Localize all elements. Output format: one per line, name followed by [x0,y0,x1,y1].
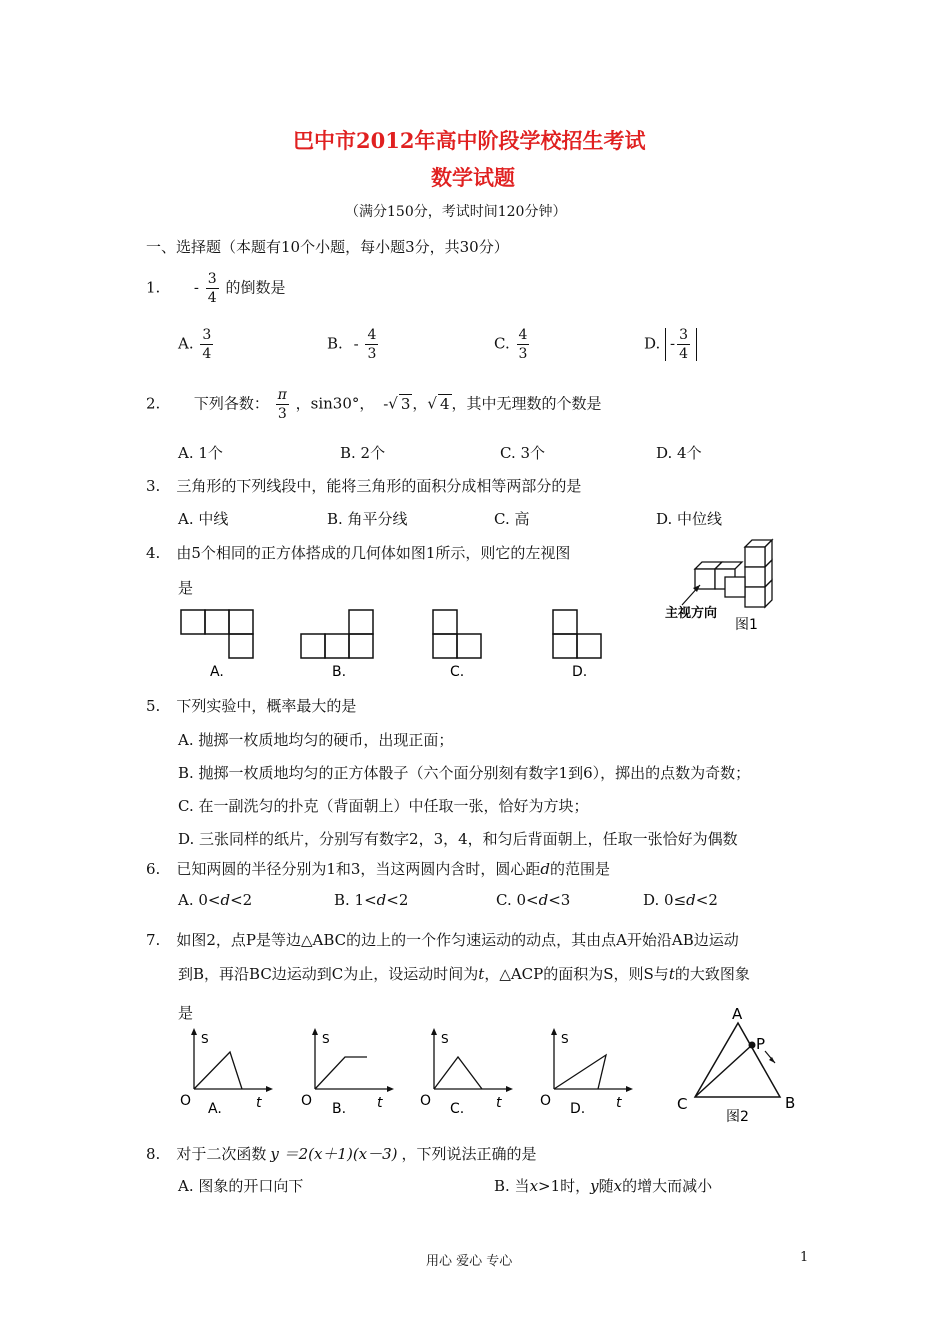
option-b-label: B. [332,1101,347,1117]
q7-options-figure [170,1025,640,1125]
option-c-label: C. [450,664,465,680]
question-7-cont: 到B，再沿BC边运动到C为止，设运动时间为t，△ACP的面积为S，则S与t的大致图象 [178,965,750,983]
svg-text:S: S [322,1032,330,1046]
svg-text:S: S [201,1032,209,1046]
option-c[interactable]: C. 0<d<3 [496,891,571,909]
option-c[interactable]: C. 3个 [500,444,546,462]
q4-options-figure [170,600,630,685]
view-direction-label: 主视方向 [665,606,718,621]
vertex-c: C [677,1095,688,1113]
option-d[interactable]: D. 三张同样的纸片，分别写有数字2，3，4，和匀后背面朝上，任取一张恰好为偶数 [178,830,738,848]
figure-1-label: 图1 [735,617,758,633]
option-c[interactable]: C. $\frac{4}{3}$ [494,327,528,362]
option-d[interactable]: D. 0≤d<2 [643,891,718,909]
option-b[interactable]: B. 当x>1时，y随x的增大而减小 [494,1177,713,1195]
figure-1 [660,535,790,635]
option-d[interactable]: D. - $\frac{3}{4}$ [644,328,697,361]
question-2: 2. 下列各数： $\frac{\pi}{3}$ ，sin30°， -√ 3 ，√ 4 ，其中无理数的个数是 [146,387,602,422]
question-4-cont: 是 [178,579,194,597]
option-d[interactable]: D. 4个 [656,444,702,462]
option-b[interactable]: B. 抛掷一枚质地均匀的正方体骰子（六个面分别刻有数字1到6），掷出的点数为奇数； [178,764,751,782]
svg-text:O: O [420,1093,432,1109]
question-6: 6. 已知两圆的半径分别为1和3，当这两圆内含时，圆心距d的范围是 [146,860,611,878]
option-a[interactable]: A. 抛掷一枚质地均匀的硬币，出现正面； [178,731,454,749]
svg-text:O: O [540,1093,552,1109]
formula: y ＝2(x＋1)(x－3) [270,1145,398,1163]
option-d-label: D. [572,664,588,680]
footer-text: 用心 爱心 专心 [426,1254,513,1269]
vertex-b: B [785,1094,796,1112]
page-title: 巴中市2012年高中阶段学校招生考试 [293,128,646,153]
option-c[interactable]: C. 高 [494,510,530,528]
option-b[interactable]: B. 2个 [340,444,386,462]
figure-2 [668,1005,808,1130]
exam-note: （满分150分，考试时间120分钟） [345,204,567,220]
figure-2-label: 图2 [726,1109,749,1125]
vertex-a: A [732,1005,743,1023]
svg-text:S: S [441,1032,449,1046]
vertex-p: P [756,1035,766,1053]
svg-text:O: O [301,1093,313,1109]
option-a[interactable]: A. 1个 [178,444,223,462]
svg-text:t: t [256,1095,262,1111]
svg-text:t: t [616,1095,622,1111]
option-a[interactable]: A. 图象的开口向下 [178,1177,304,1195]
option-b-label: B. [332,664,347,680]
svg-text:O: O [180,1093,192,1109]
question-4: 4. 由5个相同的正方体搭成的几何体如图1所示，则它的左视图 [146,544,571,562]
svg-text:S: S [561,1032,569,1046]
option-c-label: C. [450,1101,465,1117]
question-3: 3. 三角形的下列线段中，能将三角形的面积分成相等两部分的是 [146,477,582,495]
section-heading: 一、选择题（本题有10个小题，每小题3分，共30分） [146,238,509,256]
question-7-cont: 是 [178,1004,194,1022]
question-5: 5. 下列实验中，概率最大的是 [146,697,357,715]
option-b[interactable]: B. 1<d<2 [334,891,409,909]
option-b[interactable]: B. 角平分线 [327,510,408,528]
option-a-label: A. [210,664,224,680]
option-d-label: D. [570,1101,586,1117]
option-a[interactable]: A. $\frac{3}{4}$ [178,327,212,362]
neg-sign: - [193,278,199,297]
option-d[interactable]: D. 中位线 [656,510,723,528]
question-1 [146,272,285,305]
option-a[interactable]: A. 中线 [178,510,229,528]
svg-text:t: t [496,1095,502,1111]
option-a[interactable]: A. 0<d<2 [178,891,253,909]
question-number: 1. [146,278,161,297]
page-subtitle: 数学试题 [431,165,515,190]
option-a-label: A. [208,1101,222,1117]
svg-text:t: t [377,1095,383,1111]
question-8: 8. 对于二次函数 y ＝2(x＋1)(x－3) ，下列说法正确的是 [146,1145,537,1163]
option-b[interactable]: B. - $\frac{4}{3}$ [327,327,377,362]
page-number: 1 [800,1250,809,1265]
question-text: 的倒数是 [225,278,286,297]
option-c[interactable]: C. 在一副洗匀的扑克（背面朝上）中任取一张，恰好为方块； [178,797,589,815]
question-7: 7. 如图2，点P是等边△ABC的边上的一个作匀速运动的动点，其由点A开始沿AB边运动 [146,931,739,949]
fraction: $\frac{3}{4}$ [207,271,217,306]
